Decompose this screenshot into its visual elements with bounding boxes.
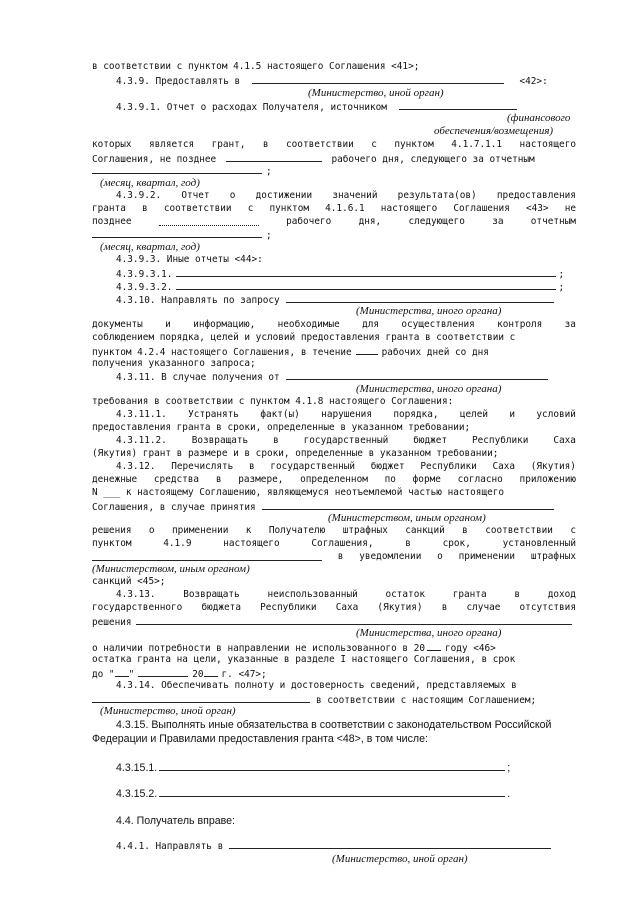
word: Соглашения, xyxy=(311,538,374,549)
word: 4.3.11.1. xyxy=(116,409,167,420)
word: 4.3.9.2. xyxy=(116,190,162,201)
word: пунктом xyxy=(269,203,309,214)
word: с xyxy=(371,139,377,150)
word: необходимые xyxy=(277,319,340,330)
word: решения xyxy=(92,525,132,536)
blank-line xyxy=(286,369,548,380)
word: государственный xyxy=(303,435,389,446)
word: позднее xyxy=(92,216,132,227)
word: следующего xyxy=(408,216,465,227)
word: соответствии xyxy=(286,139,354,150)
text-line: 4.3.9. Предоставлять в <42>: xyxy=(116,73,548,89)
word: нарушения xyxy=(321,409,372,420)
word: предоставления xyxy=(496,190,576,201)
word: срок, xyxy=(442,538,471,549)
word: за xyxy=(564,319,576,330)
text-line: получения указанного запроса; xyxy=(92,358,256,369)
text-line: 4.3.10. Направлять по запросу xyxy=(116,292,554,308)
blank-line xyxy=(229,838,551,849)
text-line: 4.3.15. Выполнять иные обязательства в соответствии с законодательством Российской xyxy=(116,719,552,731)
word: (Якутия) xyxy=(530,461,576,472)
word: форме xyxy=(412,474,441,485)
word: и xyxy=(509,409,516,420)
text-line: Соглашения, в случае принятия xyxy=(92,499,554,515)
text-line: пунктом 4.2.4 настоящего Соглашения, в течение рабочих дней со дня xyxy=(92,344,489,360)
word: не xyxy=(564,203,576,214)
word: пунктом xyxy=(92,538,132,549)
word: в xyxy=(142,203,148,214)
caption: (Министерства, иного органа) xyxy=(356,383,502,395)
word: отчетным xyxy=(530,216,576,227)
word: Саха xyxy=(553,435,576,446)
caption: (Министерство, иной орган) xyxy=(308,87,444,99)
text-line: 4.3.14. Обеспечивать полноту и достоверность сведений, представляемых в xyxy=(116,680,517,691)
blank-line xyxy=(356,344,378,355)
word: 4.1.9 xyxy=(163,538,192,549)
text-line: в соответствии с настоящим Соглашением; xyxy=(92,692,536,708)
word: Республики xyxy=(472,435,529,446)
text-line: ; xyxy=(92,227,272,243)
blank-line xyxy=(176,266,556,277)
word: применении xyxy=(171,525,229,536)
word: средства xyxy=(153,474,200,485)
word: документы xyxy=(92,319,143,330)
word: государственный xyxy=(270,461,356,472)
caption: (Министерство, иной орган) xyxy=(332,853,468,865)
word: в xyxy=(249,461,255,472)
word: соответствии xyxy=(163,203,232,214)
word: в xyxy=(514,589,520,600)
text-line: ; xyxy=(92,163,272,179)
blank-line xyxy=(427,640,441,651)
word: государственного xyxy=(92,602,183,613)
text-line xyxy=(92,202,576,216)
blank-line xyxy=(159,760,505,771)
word: <43> xyxy=(525,203,549,214)
text-line: о наличии потребности в направлении не использованного в 20 году <46> xyxy=(92,640,496,656)
word: с xyxy=(570,525,576,536)
word: по xyxy=(384,474,396,485)
word: определенном xyxy=(300,474,368,485)
text-line xyxy=(92,473,576,487)
text-line xyxy=(92,537,576,551)
text-line: до " " 20 г. <47>; xyxy=(92,666,267,682)
word: является xyxy=(148,139,195,150)
word: условий xyxy=(536,409,576,420)
text-line xyxy=(92,601,576,615)
text-line: (Якутия) грант в размере и в сроки, определенные в указанном требовании; xyxy=(92,448,499,459)
word: неиспользованный xyxy=(267,589,358,600)
word: в xyxy=(441,602,448,613)
word: к xyxy=(245,525,252,536)
word: в xyxy=(405,538,411,549)
word: санкций xyxy=(405,525,445,536)
word: остаток xyxy=(385,589,425,600)
word: отсутствия xyxy=(519,602,576,613)
blank-line xyxy=(399,99,517,110)
word: согласно xyxy=(457,474,503,485)
word: 4.1.7.1.1 xyxy=(451,139,503,150)
word: порядка, xyxy=(393,409,439,420)
word: случае xyxy=(466,602,501,613)
word: бюджета xyxy=(201,602,241,613)
text-line xyxy=(92,318,576,332)
text-line: в соответствии с пунктом 4.1.5 настоящего Соглашения <41>; xyxy=(92,61,420,72)
text-line: 4.3.9.1. Отчет о расходах Получателя, источником xyxy=(116,99,517,115)
word: в xyxy=(262,139,269,150)
text-line xyxy=(116,408,576,422)
word: в xyxy=(273,435,279,446)
text-line: 4.3.15.2. . xyxy=(116,788,511,800)
word: гранта xyxy=(452,589,487,600)
word: дня, xyxy=(358,216,382,227)
blank-line xyxy=(159,786,505,797)
word: настоящего xyxy=(519,139,576,150)
word: о xyxy=(148,525,155,536)
word: результата(ов) xyxy=(397,190,477,201)
blank-line xyxy=(286,292,554,303)
text-line: решения xyxy=(92,614,572,630)
word: настоящего xyxy=(380,203,438,214)
word: денежные xyxy=(92,474,138,485)
text-line: требования в соответствии с пунктом 4.1.8 настоящего Соглашения: xyxy=(92,396,454,407)
word: 4.1.6.1 xyxy=(325,203,365,214)
text-line: Соглашения, не позднее рабочего дня, следующего за отчетным xyxy=(92,151,535,167)
word: размере, xyxy=(238,474,284,485)
word: 4.3.11.2. xyxy=(116,435,167,446)
caption: (Министерство, иной орган) xyxy=(100,705,236,717)
caption: (Министерства, иного органа) xyxy=(356,627,502,639)
blank-line xyxy=(252,73,504,84)
word: настоящего xyxy=(223,538,280,549)
word: Устранять xyxy=(188,409,239,420)
section-heading: 4.4. Получатель вправе: xyxy=(116,815,235,827)
word: Получателю xyxy=(268,525,326,536)
word: за xyxy=(492,216,504,227)
text-line xyxy=(116,434,576,448)
word: и xyxy=(165,319,171,330)
blank-line xyxy=(136,614,572,625)
word: о xyxy=(229,190,236,201)
caption: (финансового xyxy=(507,112,571,124)
word: Республики xyxy=(260,602,317,613)
text-line: 4.3.9.3.1. ; xyxy=(116,266,564,282)
word: гранта xyxy=(92,203,126,214)
word: с xyxy=(247,203,254,214)
text-line: 4.3.9.3.2. ; xyxy=(116,279,564,295)
word: значений xyxy=(332,190,378,201)
word: соответствии xyxy=(485,525,553,536)
caption: (Министерством, иным органом) xyxy=(328,512,486,524)
word: Соглашения xyxy=(453,203,510,214)
word: грант, xyxy=(211,139,246,150)
text-line: санкций <45>; xyxy=(92,576,166,587)
word: которых xyxy=(92,139,132,150)
caption: (Министерства, иного органа) xyxy=(356,305,502,317)
caption: обеспечения/возмещения) xyxy=(434,125,554,137)
word: информацию, xyxy=(193,319,256,330)
word: Республики xyxy=(420,461,477,472)
word: пунктом xyxy=(394,139,434,150)
blank-line xyxy=(159,215,259,226)
word: 4.3.12. xyxy=(116,461,156,472)
word: целей xyxy=(459,409,489,420)
word: Саха xyxy=(335,602,359,613)
blank-line xyxy=(92,692,310,703)
caption: (месяц, квартал, год) xyxy=(100,177,200,189)
word: для xyxy=(362,319,380,330)
word: (Якутия) xyxy=(377,602,423,613)
text-line: соблюдением порядка, целей и условий предоставления гранта в соответствии с xyxy=(92,332,516,343)
text-line xyxy=(116,588,576,602)
text-line: остатка гранта на цели, указанные в разделе I настоящего Соглашения, в срок xyxy=(92,654,516,665)
word: Перечислять xyxy=(171,461,234,472)
word: штрафных xyxy=(342,525,388,536)
word: Возвращать xyxy=(183,589,240,600)
word: установленный xyxy=(502,538,576,549)
word: бюджет xyxy=(370,461,405,472)
text-line xyxy=(116,189,576,203)
word: 4.3.13. xyxy=(116,589,156,600)
word: осуществления xyxy=(401,319,475,330)
caption: (Министерством, иным органом) xyxy=(92,563,250,575)
word: факт(ы) xyxy=(260,409,300,420)
text-line: предоставления гранта в сроки, определенные в указанном требовании; xyxy=(92,422,471,433)
text-line: 4.3.15.1. ; xyxy=(116,762,511,774)
text-line: 4.3.9.3. Иные отчеты <44>: xyxy=(116,254,263,265)
text-line xyxy=(92,524,576,538)
word: в xyxy=(215,474,222,485)
word: Саха xyxy=(492,461,516,472)
caption: (месяц, квартал, год) xyxy=(100,241,200,253)
blank-line xyxy=(226,151,322,162)
text-line: N ___ к настоящему Соглашению, являющемуся неотъемлемой частью настоящего xyxy=(92,487,505,498)
blank-line xyxy=(92,550,322,561)
blank-line xyxy=(262,499,554,510)
word: приложению xyxy=(519,474,576,485)
text-line xyxy=(116,460,576,474)
word: рабочего xyxy=(286,216,332,227)
word: Возвращать xyxy=(191,435,249,446)
text-line: в уведомлении о применении штрафных xyxy=(92,550,576,564)
text-line xyxy=(92,138,576,152)
word: контроля xyxy=(497,319,543,330)
text-line: Федерации и Правилами предоставления гранта <48>, в том числе: xyxy=(92,733,428,745)
blank-line xyxy=(92,163,262,174)
text-line: 4.3.11. В случае получения от xyxy=(116,369,548,385)
word: бюджет xyxy=(413,435,448,446)
word: достижении xyxy=(255,190,313,201)
blank-line xyxy=(92,227,262,238)
word: Отчет xyxy=(181,190,210,201)
word: в xyxy=(462,525,468,536)
blank-line xyxy=(176,279,556,290)
text-line: 4.4.1. Направлять в xyxy=(116,838,551,854)
word: доход xyxy=(547,589,576,600)
